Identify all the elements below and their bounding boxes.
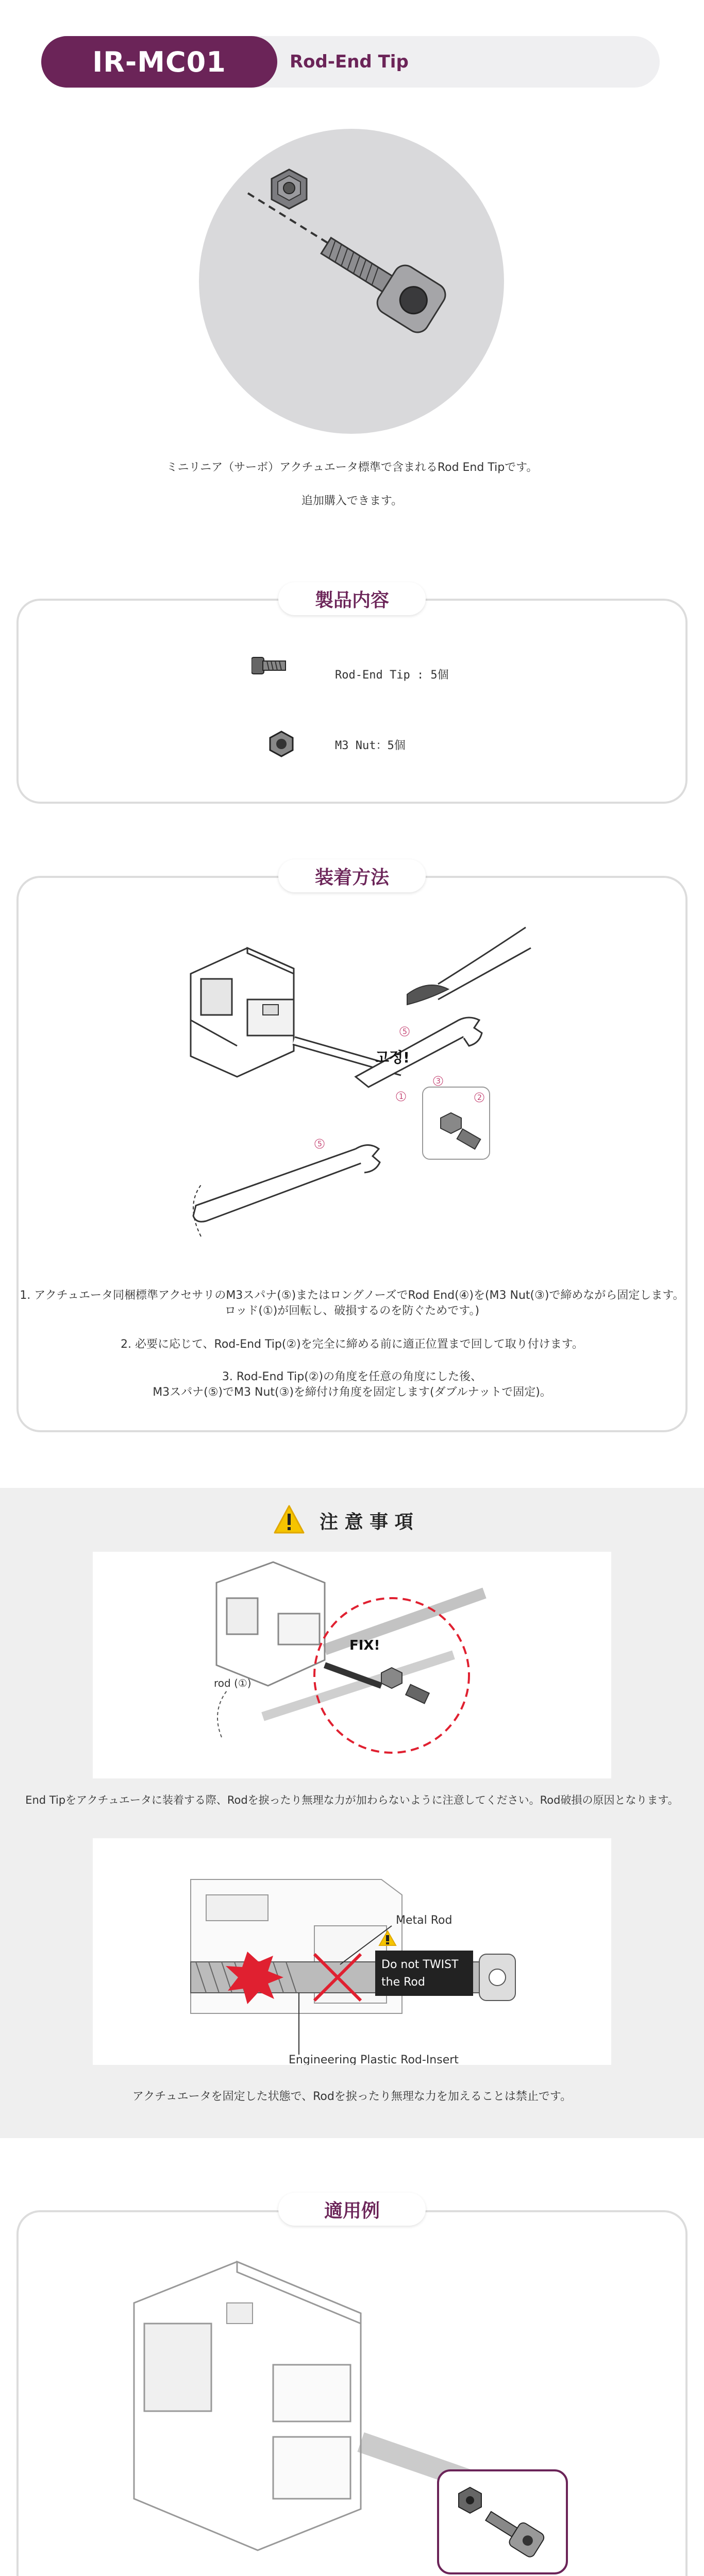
nut-icon — [268, 731, 295, 757]
caution-text-1: End Tipをアクチュエータに装着する際、Rodを捩ったり無理な力が加わらないように注意してください。Rod破損の原因となります。 — [25, 1794, 679, 1806]
caution-fix-label: FIX! — [349, 1638, 380, 1653]
contents-title: 製品内容 — [278, 582, 426, 615]
install-step-2: 2. 必要に応じて、Rod-End Tip(②)を完全に締める前に適正位置まで回して取り付けます。 — [121, 1338, 583, 1351]
intro-line-2: 追加購入できます。 — [301, 495, 403, 507]
example-image — [103, 2241, 598, 2576]
contents-item-label-2: M3 Nut：5個 — [335, 739, 406, 752]
svg-text:1: 1 — [399, 1093, 404, 1101]
install-step-3a: 3. Rod-End Tip(②)の角度を任意の角度にした後、 — [222, 1370, 482, 1383]
warn-line-1: Do not TWIST — [381, 1958, 459, 1971]
caution-title: 注 意 事 項 — [320, 1512, 413, 1533]
plastic-insert-label: Engineering Plastic Rod-Insert — [289, 2054, 459, 2065]
fix-label: 고정! — [375, 1049, 410, 1066]
metal-rod-label: Metal Rod — [396, 1914, 452, 1927]
install-step-3b: M3スパナ(⑤)でM3 Nut(③)を締付け角度を固定します(ダブルナットで固定)。 — [153, 1386, 551, 1399]
example-title: 適用例 — [278, 2193, 426, 2226]
caution-text-2: アクチュエータを固定した状態で、Rodを捩ったり無理な力を加えることは禁止です。 — [132, 2090, 572, 2103]
install-step-1a: 1. アクチュエータ同梱標準アクセサリのM3スパナ(⑤)またはロングノーズでRod End(④)を(M3 Nut(③)で締めながら固定します。 — [20, 1289, 684, 1302]
warning-icon — [273, 1504, 305, 1534]
rod-end-tip-hero-image — [199, 129, 504, 434]
install-step-1b: ロッド(①)が回転し、破損するのを防ぐためです。) — [224, 1304, 480, 1317]
contents-box — [16, 599, 688, 804]
install-diagram — [170, 917, 541, 1257]
svg-text:3: 3 — [436, 1077, 441, 1086]
intro-line-1: ミニリニア（サーボ）アクチュエータ標準で含まれるRod End Tipです。 — [166, 461, 538, 474]
svg-text:2: 2 — [477, 1094, 482, 1102]
caution-rod-label: rod (①) — [214, 1677, 252, 1689]
caution-image-1 — [93, 1552, 611, 1778]
contents-item-label-1: Rod-End Tip : 5個 — [335, 669, 449, 682]
bolt-icon — [252, 650, 288, 681]
model-badge: IR-MC01 — [41, 36, 277, 88]
svg-text:5: 5 — [317, 1140, 322, 1148]
caution-image-2 — [93, 1838, 611, 2065]
warn-line-2: the Rod — [381, 1976, 425, 1989]
svg-text:5: 5 — [403, 1028, 407, 1036]
install-title: 装着方法 — [278, 859, 426, 892]
page-subtitle: Rod-End Tip — [290, 52, 409, 72]
